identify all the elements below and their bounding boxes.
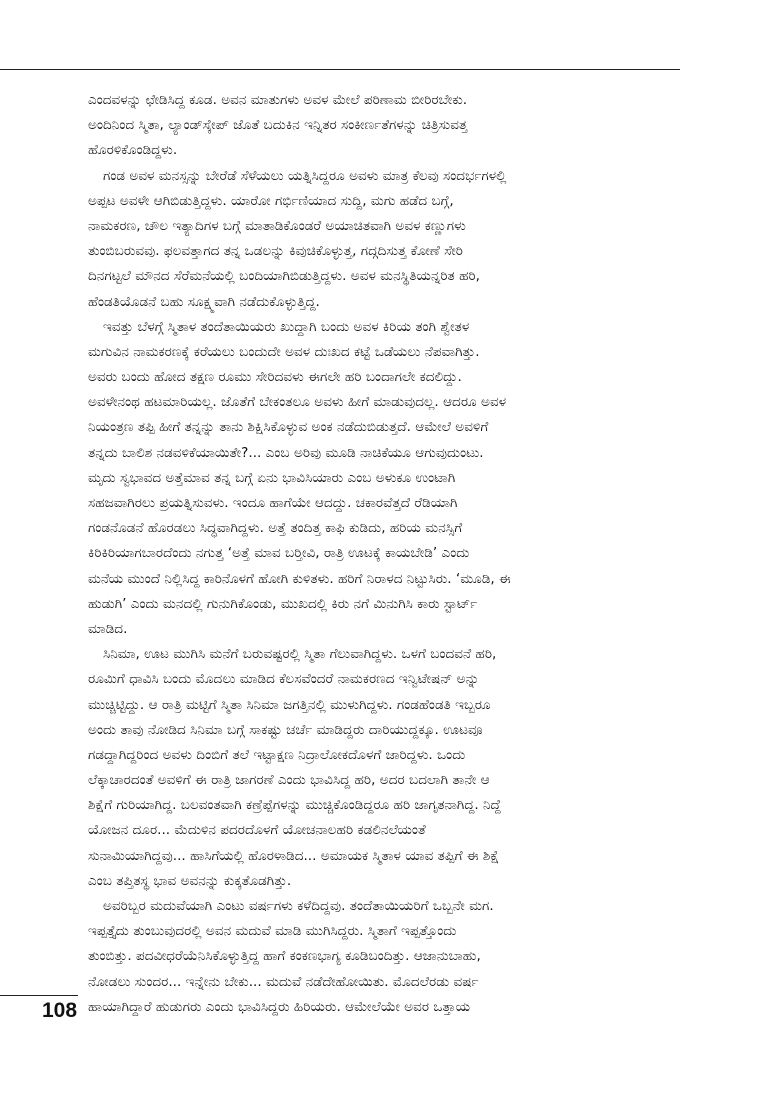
footer-rule [0, 995, 78, 996]
text-line: ನೋಡಲು ಸುಂದರ... ಇನ್ನೇನು ಬೇಕು... ಮದುವೆ ನಡೆದೇಹೋಯಿತು. ಮೊದಲೆರಡು ವರ್ಷ [88, 973, 479, 990]
text-line: ಮುಚ್ಚಿಟ್ಟಿದ್ದು. ಆ ರಾತ್ರಿ ಮಟ್ಟಿಗೆ ಸ್ಮಿತಾ ಸಿನಿಮಾ ಜಗತ್ತಿನಲ್ಲಿ ಮುಳುಗಿದ್ದಳು. ಗಂಡಹೆಂಡತಿ ಇಬ್ಬರೂ [88, 696, 491, 713]
text-line: ಇಪ್ಪತ್ತೈದು ತುಂಬುವುದರಲ್ಲಿ ಅವನ ಮದುವೆ ಮಾಡಿ ಮುಗಿಸಿದ್ದರು. ಸ್ಮಿತಾಗೆ ಇಪ್ಪತ್ತೊಂದು [88, 923, 457, 940]
text-line: ಎಂದವಳನ್ನು ಛೇಡಿಸಿದ್ದ ಕೂಡ. ಅವನ ಮಾತುಗಳು ಅವಳ ಮೇಲೆ ಪರಿಣಾಮ ಬೀರಿರಬೇಕು. [88, 92, 468, 108]
text-line: ಹಾಯಾಗಿದ್ದಾರೆ ಹುಡುಗರು ಎಂದು ಭಾವಿಸಿದ್ದರು ಹಿರಿಯರು. ಆಮೇಲೆಯೇ ಅವರ ಒತ್ತಾಯ [88, 998, 471, 1015]
text-line: ಅಪ್ಪಟ ಅವಳೇ ಆಗಿಬಿಡುತ್ತಿದ್ದಳು. ಯಾರೋ ಗರ್ಭಿಣಿಯಾದ ಸುದ್ದಿ, ಮಗು ಹಡೆದ ಬಗ್ಗೆ, [88, 192, 454, 209]
text-line: ತನ್ನದು ಬಾಲಿಶ ನಡವಳಿಕೆಯಾಯಿತೇ?... ಎಂಬ ಅರಿವು ಮೂಡಿ ನಾಚಿಕೆಯೂ ಆಗುವುದುಂಟು. [88, 444, 484, 461]
text-line: ಯೋಜನ ದೂರ... ಮೆದುಳಿನ ಪದರದೊಳಗೆ ಯೋಚನಾಲಹರಿ ಕಡಲಿನಲೆಯಂತೆ [88, 822, 426, 839]
text-line: ಹುಡುಗಿ’ ಎಂದು ಮನದಲ್ಲಿ ಗುನುಗಿಕೊಂಡು, ಮುಖದಲ್ಲಿ ಕಿರು ನಗೆ ಮಿನುಗಿಸಿ ಕಾರು ಸ್ಟಾರ್ಟ್ [88, 595, 478, 612]
text-line: ಹೆಂಡತಿಯೊಡನೆ ಬಹು ಸೂಕ್ಷ್ಮವಾಗಿ ನಡೆದುಕೊಳ್ಳುತ್ತಿದ್ದ. [88, 293, 320, 310]
text-line: ಗಂಡ ಅವಳ ಮನಸ್ಸನ್ನು ಬೇರೆಡೆ ಸೆಳೆಯಲು ಯತ್ನಿಸಿದ್ದರೂ ಅವಳು ಮಾತ್ರ ಕೆಲವು ಸಂದರ್ಭಗಳಲ್ಲಿ [103, 167, 507, 184]
text-line: ಇವತ್ತು ಬೆಳಗ್ಗೆ ಸ್ಮಿತಾಳ ತಂದೆತಾಯಿಯರು ಖುದ್ದಾಗಿ ಬಂದು ಅವಳ ಕಿರಿಯ ತಂಗಿ ಶ್ವೇತಳ [103, 318, 470, 335]
text-line: ನಾಮಕರಣ, ಚೌಲ ಇತ್ಯಾದಿಗಳ ಬಗ್ಗೆ ಮಾತಾಡಿಕೊಂಡರೆ ಅಯಾಚಿತವಾಗಿ ಅವಳ ಕಣ್ಣುಗಳು [88, 217, 466, 234]
text-line: ಕಿರಿಕಿರಿಯಾಗಬಾರದೆಂದು ನಗುತ್ತ ‘ಅತ್ತೆ ಮಾವ ಬರ್‍ತೀವಿ, ರಾತ್ರಿ ಊಟಕ್ಕೆ ಕಾಯಬೇಡಿ’ ಎಂದು [88, 545, 470, 562]
text-line: ಮನೆಯ ಮುಂದೆ ನಿಲ್ಲಿಸಿದ್ದ ಕಾರಿನೊಳಗೆ ಹೋಗಿ ಕುಳಿತಳು. ಹರಿಗೆ ನಿರಾಳದ ನಿಟ್ಟುಸಿರು. ‘ಮೂಡಿ, ಈ [88, 570, 511, 587]
text-line: ರೂಮಿಗೆ ಧಾವಿಸಿ ಬಂದು ಮೊದಲು ಮಾಡಿದ ಕೆಲಸವೆಂದರೆ ನಾಮಕರಣದ ಇನ್ವಿಟೇಷನ್ ಅನ್ನು [88, 671, 480, 688]
text-line: ಮೃದು ಸ್ವಭಾವದ ಅತ್ತೆಮಾವ ತನ್ನ ಬಗ್ಗೆ ಏನು ಭಾವಿಸಿಯಾರು ಎಂಬ ಅಳುಕೂ ಉಂಟಾಗಿ [88, 469, 456, 486]
body-text [88, 88, 678, 1020]
text-line: ಗಡದ್ದಾಗಿದ್ದರಿಂದ ಅವಳು ದಿಂಬಿಗೆ ತಲೆ ಇಟ್ಟಾಕ್ಷಣ ನಿದ್ರಾಲೋಕದೊಳಗೆ ಜಾರಿದ್ದಳು. ಒಂದು [88, 746, 466, 763]
text-line: ಸಹಜವಾಗಿರಲು ಪ್ರಯತ್ನಿಸುವಳು. ಇಂದೂ ಹಾಗೆಯೇ ಆದದ್ದು. ಚಕಾರವೆತ್ತದೆ ರೆಡಿಯಾಗಿ [88, 495, 458, 511]
text-line: ಅಂದಿನಿಂದ ಸ್ಮಿತಾ, ಲ್ಯಾಂಡ್‌ಸ್ಕೇಪ್ ಜೊತೆ ಬದುಕಿನ ಇನ್ನಿತರ ಸಂಕೀರ್ಣತೆಗಳನ್ನು ಚಿತ್ರಿಸುವತ್ತ [88, 117, 468, 134]
text-line: ಹೊರಳಿಕೊಂಡಿದ್ದಳು. [88, 142, 178, 159]
text-line: ಸುನಾಮಿಯಾಗಿದ್ದವು... ಹಾಸಿಗೆಯಲ್ಲಿ ಹೊರಳಾಡಿದ... ಅಮಾಯಕ ಸ್ಮಿತಾಳ ಯಾವ ತಪ್ಪಿಗೆ ಈ ಶಿಕ್ಷೆ [88, 847, 500, 864]
text-line: ಲೆಕ್ಕಾಚಾರದಂತೆ ಅವಳಿಗೆ ಈ ರಾತ್ರಿ ಜಾಗರಣೆ ಎಂದು ಭಾವಿಸಿದ್ದ ಹರಿ, ಅದರ ಬದಲಾಗಿ ತಾನೇ ಆ [88, 772, 490, 789]
text-line: ಎಂಬ ತಪ್ತಿತಸ್ಥ ಭಾವ ಅವನನ್ನು ಕುಕ್ಕತೊಡಗಿತ್ತು. [88, 872, 292, 889]
text-line: ಅವರು ಬಂದು ಹೋದ ತಕ್ಷಣ ರೂಮು ಸೇರಿದವಳು ಈಗಲೇ ಹರಿ ಬಂದಾಗಲೇ ಕದಲಿದ್ದು. [88, 369, 462, 386]
header-rule [0, 69, 680, 70]
text-line: ದಿನಗಟ್ಟಲೆ ಮೌನದ ಸೆರೆಮನೆಯಲ್ಲಿ ಬಂದಿಯಾಗಿಬಿಡುತ್ತಿದ್ದಳು. ಅವಳ ಮನಸ್ಥಿತಿಯನ್ನರಿತ ಹರಿ, [88, 268, 481, 285]
text-line: ತುಂಬಿತ್ತು. ಪದವೀಧರೆಯೆನಿಸಿಕೊಳ್ಳುತ್ತಿದ್ದ ಹಾಗೆ ಕಂಕಣಭಾಗ್ಯ ಕೂಡಿಬಂದಿತ್ತು. ಆಜಾನುಬಾಹು, [88, 948, 481, 965]
text-line: ಮಗುವಿನ ನಾಮಕರಣಕ್ಕೆ ಕರೆಯಲು ಬಂದುದೇ ಅವಳ ದುಃಖದ ಕಟ್ಟೆ ಒಡೆಯಲು ನೆಪವಾಗಿತ್ತು. [88, 343, 480, 360]
text-line: ಸಿನಿಮಾ, ಊಟ ಮುಗಿಸಿ ಮನೆಗೆ ಬರುವಷ್ಟರಲ್ಲಿ ಸ್ಮಿತಾ ಗೆಲುವಾಗಿದ್ದಳು. ಒಳಗೆ ಬಂದವನೆ ಹರಿ, [103, 646, 497, 663]
page-number: 108 [42, 999, 78, 1022]
text-line: ಅವರಿಬ್ಬರ ಮದುವೆಯಾಗಿ ಎಂಟು ವರ್ಷಗಳು ಕಳೆದಿದ್ದವು. ತಂದೆತಾಯಿಯರಿಗೆ ಒಬ್ಬನೇ ಮಗ. [103, 898, 494, 914]
text-line: ಶಿಕ್ಷೆಗೆ ಗುರಿಯಾಗಿದ್ದ. ಬಲವಂತವಾಗಿ ಕಣ್ರೆಪ್ಪೆಗಳನ್ನು ಮುಚ್ಚಿಕೊಂಡಿದ್ದರೂ ಹರಿ ಜಾಗೃತನಾಗಿದ್ದ. ನಿದ್ದೆ [88, 797, 502, 814]
text-line: ಗಂಡನೊಡನೆ ಹೊರಡಲು ಸಿದ್ಧವಾಗಿದ್ದಳು. ಅತ್ತೆ ತಂದಿತ್ತ ಕಾಫಿ ಕುಡಿದು, ಹರಿಯ ಮನಸ್ಸಿಗೆ [88, 520, 463, 537]
text-line: ಅವಳೇನಂಥ ಹಟಮಾರಿಯಲ್ಲ. ಜೊತೆಗೆ ಬೇಕಂತಲೂ ಅವಳು ಹೀಗೆ ಮಾಡುವುದಲ್ಲ. ಆದರೂ ಅವಳ [88, 394, 507, 411]
text-line: ಅಂದು ತಾವು ನೋಡಿದ ಸಿನಿಮಾ ಬಗ್ಗೆ ಸಾಕಷ್ಟು ಚರ್ಚೆ ಮಾಡಿದ್ದರು ದಾರಿಯುದ್ದಕ್ಕೂ. ಊಟವೂ [88, 721, 483, 738]
text-line: ಮಾಡಿದ. [88, 620, 128, 637]
text-line: ತುಂಬಿಬರುವವು. ಫಲವತ್ತಾಗದ ತನ್ನ ಒಡಲನ್ನು ಕಿವುಚಿಕೊಳ್ಳುತ್ತ, ಗದ್ಗದಿಸುತ್ತ ಕೋಣೆ ಸೇರಿ [88, 243, 463, 260]
text-line: ನಿಯಂತ್ರಣ ತಪ್ಪಿ ಹೀಗೆ ತನ್ನನ್ನು ತಾನು ಶಿಕ್ಷಿಸಿಕೊಳ್ಳುವ ಅಂಕ ನಡೆದುಬಿಡುತ್ತದೆ. ಆಮೇಲೆ ಅವಳಿಗೆ [88, 419, 489, 436]
